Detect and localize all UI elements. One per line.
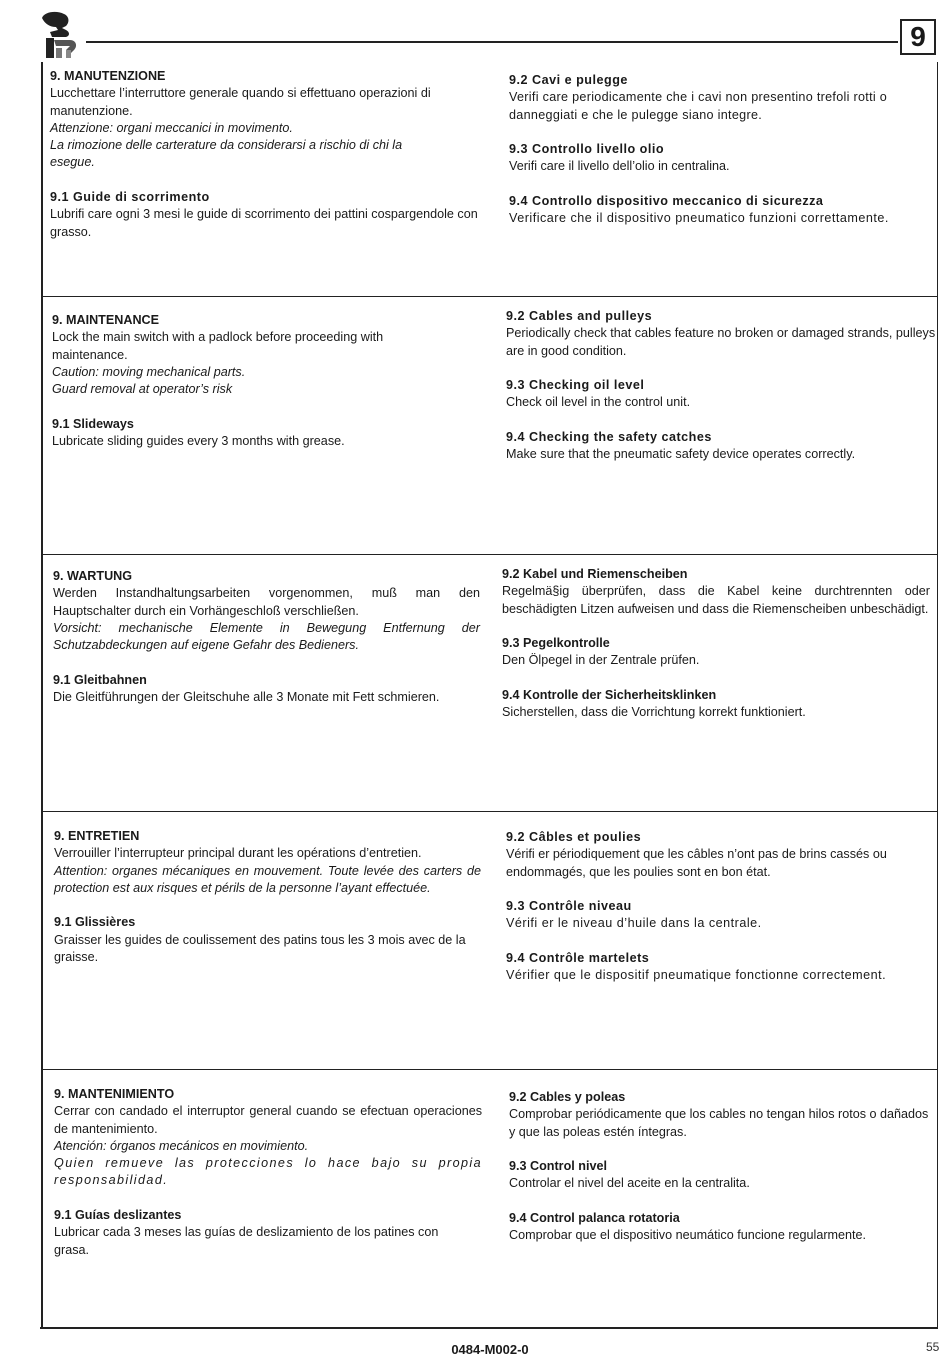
fr-intro-text: Verrouiller l’interrupteur principal durant les opérations d’entretien. (54, 846, 422, 861)
fr-subsection-text: Graisser les guides de coulissement des patins tous les 3 mois avec de la graisse. (54, 932, 466, 965)
es-right-column (509, 1089, 936, 1245)
es-subsection-text: Comprobar que el dispositivo neumático funcione regularmente. (509, 1228, 867, 1243)
fr-subsection-title: 9.2 Câbles et poulies (506, 830, 642, 844)
section-divider (41, 296, 938, 297)
section-divider (41, 811, 938, 812)
fr-subsection-title: 9.1 Glissières (54, 915, 136, 930)
en-intro-text: Lock the main switch with a padlock before proceeding with maintenance. (52, 330, 384, 362)
it-subsection-text: Verificare che il dispositivo pneumatico funzioni correttamente. (509, 211, 889, 226)
it-section-title: 9. MANUTENZIONE (50, 69, 166, 83)
es-left-column (54, 1086, 482, 1259)
en-subsection-title: 9.4 Checking the safety catches (506, 430, 712, 445)
de-subsection-text: Die Gleitführungen der Gleitschuhe alle 3 Monate mit Fett schmieren. (53, 690, 440, 705)
de-subsection-title: 9.2 Kabel und Riemenscheiben (502, 567, 688, 581)
it-subsection-text: Lubrifi care ogni 3 mesi le guide di scorrimento dei pattini cospargendole con grasso. (50, 207, 478, 239)
en-subsection-title: 9.1 Slideways (52, 416, 134, 431)
fr-subsection-text: Vérifi er périodiquement que les câbles n’ont pas de brins cassés ou endommagés, que les poulies sont en bon état. (506, 847, 887, 879)
de-section-title: 9. WARTUNG (53, 569, 133, 583)
es-subsection-title: 9.3 Control nivel (509, 1159, 607, 1174)
it-subsection-title: 9.1 Guide di scorrimento (50, 190, 210, 205)
de-caution-text: Vorsicht: mechanische Elemente in Bewegung Entfernung der Schutzabdeckungen auf eigene Gefahr des Bedieners. (53, 620, 480, 653)
it-left-column (50, 68, 478, 241)
it-caution-text: Attenzione: organi meccanici in movimento. (50, 120, 293, 135)
frame-bottom-border (40, 1327, 938, 1329)
es-subsection-title: 9.1 Guías deslizantes (54, 1208, 182, 1223)
header-rule (86, 41, 898, 43)
en-subsection-text: Make sure that the pneumatic safety device operates correctly. (506, 447, 856, 462)
chapter-number-box: 9 (900, 19, 936, 55)
en-caution-text: Caution: moving mechanical parts. (52, 364, 246, 379)
frame-left-border (41, 62, 43, 1328)
es-subsection-text: Lubricar cada 3 meses las guías de deslizamiento de los patines con grasa. (54, 1225, 439, 1257)
it-subsection-title: 9.4 Controllo dispositivo meccanico di sicurezza (509, 194, 824, 209)
it-intro-text: Lucchettare l’interruttore generale quando si effettuano operazioni di manutenzione. (50, 86, 431, 118)
fr-subsection-title: 9.4 Contrôle martelets (506, 951, 650, 966)
de-left-column (53, 568, 480, 706)
fr-section-title: 9. ENTRETIEN (54, 829, 140, 843)
it-subsection-text: Verifi care periodicamente che i cavi non presentino trefoli rotti o danneggiati e che le pulegge siano integre. (509, 90, 888, 122)
de-subsection-text: Den Ölpegel in der Zentrale prüfen. (502, 653, 700, 668)
it-caution-text: La rimozione delle carterature da considerarsi a rischio di chi la esegue. (50, 138, 403, 170)
es-caution-text: Quien remueve las protecciones lo hace bajo su propia responsabilidad. (54, 1156, 482, 1188)
it-subsection-title: 9.2 Cavi e pulegge (509, 73, 628, 87)
de-subsection-title: 9.3 Pegelkontrolle (502, 636, 610, 651)
en-caution-text: Guard removal at operator’s risk (52, 382, 233, 397)
es-subsection-text: Controlar el nivel del aceite en la centralita. (509, 1176, 750, 1191)
de-right-column (502, 566, 930, 722)
fr-subsection-text: Vérifi er le niveau d’huile dans la centrale. (506, 916, 762, 931)
fr-caution-text: Attention: organes mécaniques en mouvement. Toute levée des carters de protection est aux risques et périls de la personne l’ayant effectuée. (54, 863, 481, 895)
de-subsection-title: 9.4 Kontrolle der Sicherheitsklinken (502, 688, 717, 703)
de-subsection-text: Sicherstellen, dass die Vorrichtung korrekt funktioniert. (502, 705, 806, 720)
de-intro-text: Werden Instandhaltungsarbeiten vorgenommen, muß man den Hauptschalter durch ein Vorhängeschloß verschließen. (53, 586, 480, 618)
es-subsection-title: 9.2 Cables y poleas (509, 1090, 626, 1104)
fr-right-column (506, 829, 936, 985)
en-subsection-title: 9.3 Checking oil level (506, 378, 645, 393)
section-divider (41, 1069, 938, 1070)
it-subsection-title: 9.3 Controllo livello olio (509, 142, 665, 157)
en-subsection-title: 9.2 Cables and pulleys (506, 309, 653, 323)
en-subsection-text: Check oil level in the control unit. (506, 395, 691, 410)
es-section-title: 9. MANTENIMIENTO (54, 1087, 175, 1101)
manufacturer-logo-icon (36, 10, 82, 60)
en-left-column (52, 312, 452, 450)
es-intro-text: Cerrar con candado el interruptor general cuando se efectuan operaciones de mantenimiento. (54, 1104, 482, 1136)
section-divider (41, 554, 938, 555)
en-right-column (506, 308, 936, 464)
es-subsection-title: 9.4 Control palanca rotatoria (509, 1211, 680, 1226)
en-section-title: 9. MAINTENANCE (52, 313, 160, 327)
en-subsection-text: Periodically check that cables feature no broken or damaged strands, pulleys are in good condition. (506, 326, 936, 358)
de-subsection-title: 9.1 Gleitbahnen (53, 672, 147, 687)
frame-right-border (937, 62, 938, 1328)
it-subsection-text: Verifi care il livello dell’olio in centralina. (509, 159, 730, 174)
de-subsection-text: Regelmä§ig überprüfen, dass die Kabel keine durchtrennten oder beschädigten Litzen aufweisen und dass die Riemenscheiben unbeschädigt. (502, 584, 930, 616)
en-subsection-text: Lubricate sliding guides every 3 months with grease. (52, 434, 345, 449)
es-caution-text: Atención: órganos mecánicos en movimiento. (54, 1138, 309, 1153)
fr-left-column (54, 828, 481, 966)
it-right-column (509, 72, 937, 228)
page-number: 55 (926, 1340, 940, 1354)
es-subsection-text: Comprobar periódicamente que los cables no tengan hilos rotos o dañados y que las poleas estén íntegras. (509, 1107, 929, 1139)
fr-subsection-title: 9.3 Contrôle niveau (506, 899, 632, 914)
fr-subsection-text: Vérifier que le dispositif pneumatique fonctionne correctement. (506, 968, 887, 983)
document-code: 0484-M002-0 (451, 1342, 529, 1357)
